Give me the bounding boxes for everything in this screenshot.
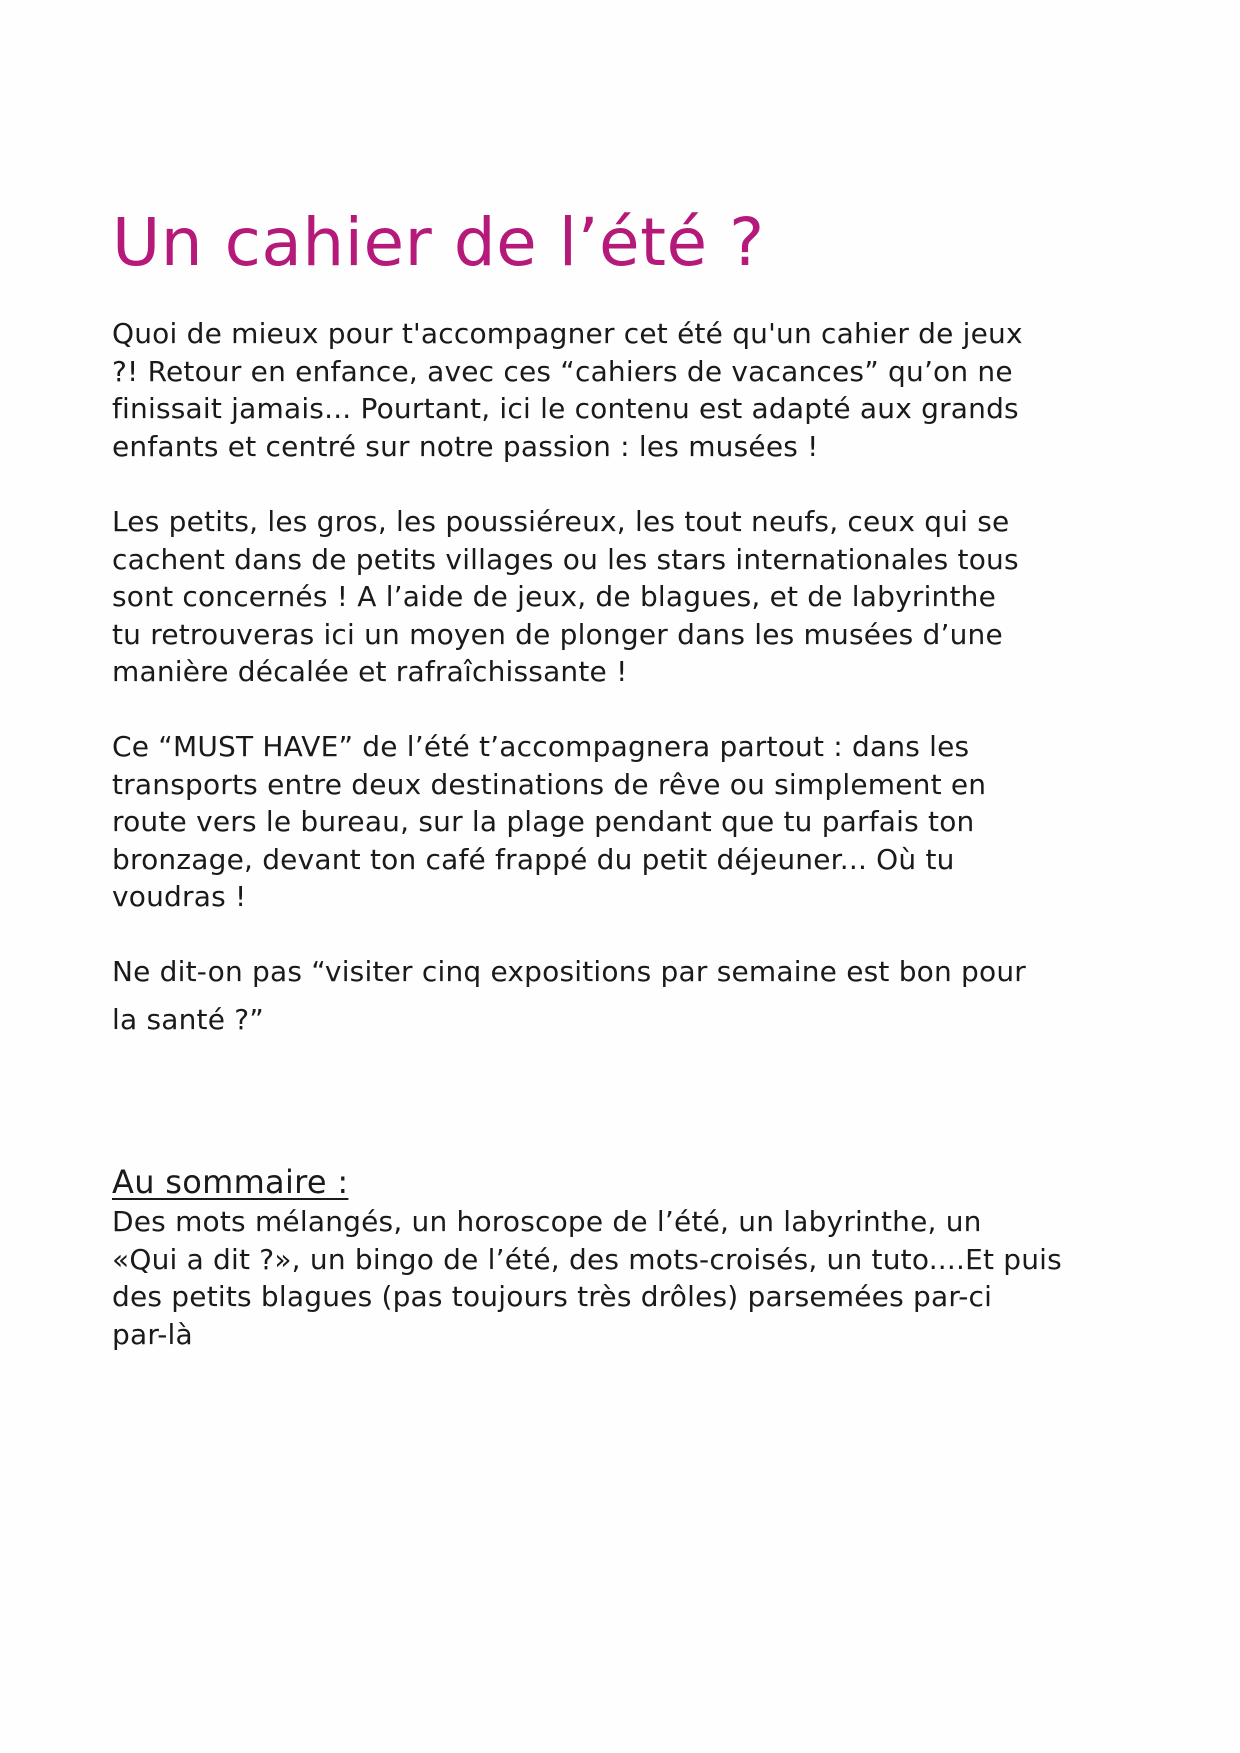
text-line: Ce “MUST HAVE” de l’été t’accompagnera partout : dans les <box>112 730 970 763</box>
intro-paragraph <box>112 315 1152 465</box>
text-line: Des mots mélangés, un horoscope de l’été, un labyrinthe, un <box>112 1205 982 1238</box>
text-line: finissait jamais... Pourtant, ici le contenu est adapté aux grands <box>112 392 1019 425</box>
text-line: des petits blagues (pas toujours très drôles) parsemées par-ci <box>112 1280 993 1313</box>
text-line: la santé ?” <box>112 1002 265 1036</box>
must-have-paragraph <box>112 728 1152 916</box>
text-line: ?! Retour en enfance, avec ces “cahiers de vacances” qu’on ne <box>112 354 1013 388</box>
text-line: enfants et centré sur notre passion : les musées ! <box>112 429 819 463</box>
summary-paragraph <box>112 1203 1152 1353</box>
text-line: tu retrouveras ici un moyen de plonger dans les musées d’une <box>112 617 1003 651</box>
museums-paragraph <box>112 503 1152 691</box>
text-line: bronzage, devant ton café frappé du petit déjeuner... Où tu <box>112 842 955 876</box>
text-line: Les petits, les gros, les poussiéreux, les tout neufs, ceux qui se <box>112 505 1010 538</box>
text-line: par-là <box>112 1317 193 1351</box>
page-title: Un cahier de l’été ? <box>112 204 765 281</box>
text-line: sont concernés ! A l’aide de jeux, de blagues, et de labyrinthe <box>112 580 997 613</box>
text-line: manière décalée et rafraîchissante ! <box>112 655 628 688</box>
quote-paragraph <box>112 953 1152 1038</box>
text-line: voudras ! <box>112 880 247 913</box>
text-line: «Qui a dit ?», un bingo de l’été, des mots-croisés, un tuto....Et puis <box>112 1242 1062 1276</box>
text-line: transports entre deux destinations de rêve ou simplement en <box>112 767 987 801</box>
text-line: Quoi de mieux pour t'accompagner cet été qu'un cahier de jeux <box>112 317 1023 350</box>
text-line: cachent dans de petits villages ou les stars internationales tous <box>112 542 1019 576</box>
text-line: route vers le bureau, sur la plage pendant que tu parfais ton <box>112 805 975 838</box>
text-line: Ne dit-on pas “visiter cinq expositions par semaine est bon pour <box>112 955 1027 988</box>
summary-heading: Au sommaire : <box>112 1163 349 1201</box>
